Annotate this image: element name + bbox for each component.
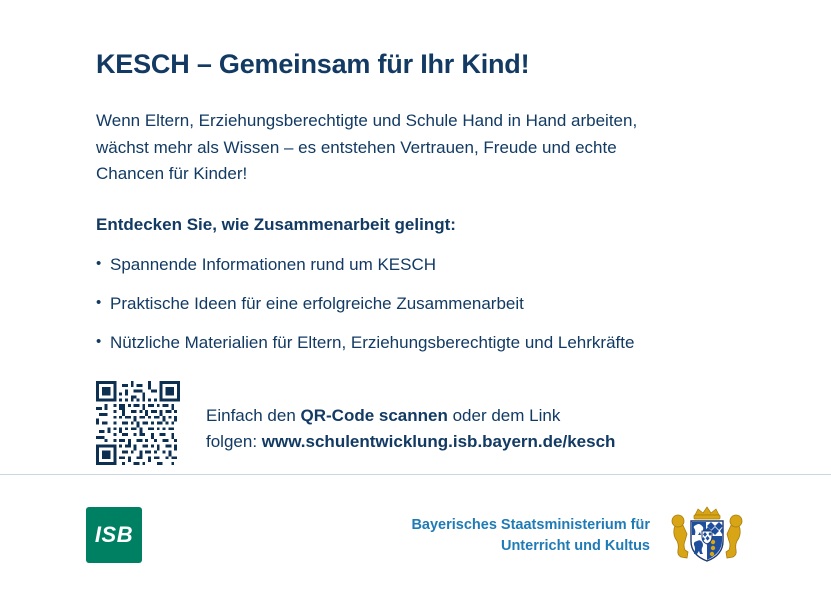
qr-text-before: Einfach den bbox=[206, 406, 301, 426]
benefits-list bbox=[96, 253, 735, 355]
qr-instruction-text bbox=[206, 381, 615, 454]
list-item: • Nützliche Materialien für Eltern, Erziehungsberechtigte und Lehrkräfte bbox=[96, 331, 670, 356]
qr-text-middle: oder dem Link bbox=[447, 406, 561, 426]
section-subheading: Entdecken Sie, wie Zusammenarbeit gelingt: bbox=[96, 215, 456, 235]
ministry-wordmark bbox=[330, 515, 650, 557]
qr-code-icon[interactable] bbox=[96, 381, 180, 465]
isb-logo-label: ISB bbox=[94, 522, 134, 547]
page-title: KESCH – Gemeinsam für Ihr Kind! bbox=[96, 49, 530, 79]
intro-paragraph: Wenn Eltern, Erziehungsberechtigte und Schule Hand in Hand arbeiten, wächst mehr als Wissen – es entstehen Vertrauen, Freude und echte Chancen für Kinder! bbox=[96, 111, 638, 184]
list-item: • Spannende Informationen rund um KESCH bbox=[96, 253, 670, 278]
qr-text-line2-before: folgen: bbox=[206, 431, 262, 451]
footer bbox=[0, 475, 831, 602]
list-item: • Praktische Ideen für eine erfolgreiche Zusammenarbeit bbox=[96, 292, 670, 317]
ministry-line-2: Unterricht und Kultus bbox=[500, 538, 650, 555]
isb-logo bbox=[86, 507, 142, 563]
qr-text-bold: QR-Code scannen bbox=[300, 406, 448, 426]
qr-section bbox=[96, 381, 735, 465]
bavarian-coat-of-arms-icon bbox=[665, 505, 749, 563]
website-link[interactable]: www.schulentwicklung.isb.bayern.de/kesch bbox=[261, 431, 616, 451]
ministry-line-1: Bayerisches Staatsministerium für bbox=[411, 517, 650, 533]
